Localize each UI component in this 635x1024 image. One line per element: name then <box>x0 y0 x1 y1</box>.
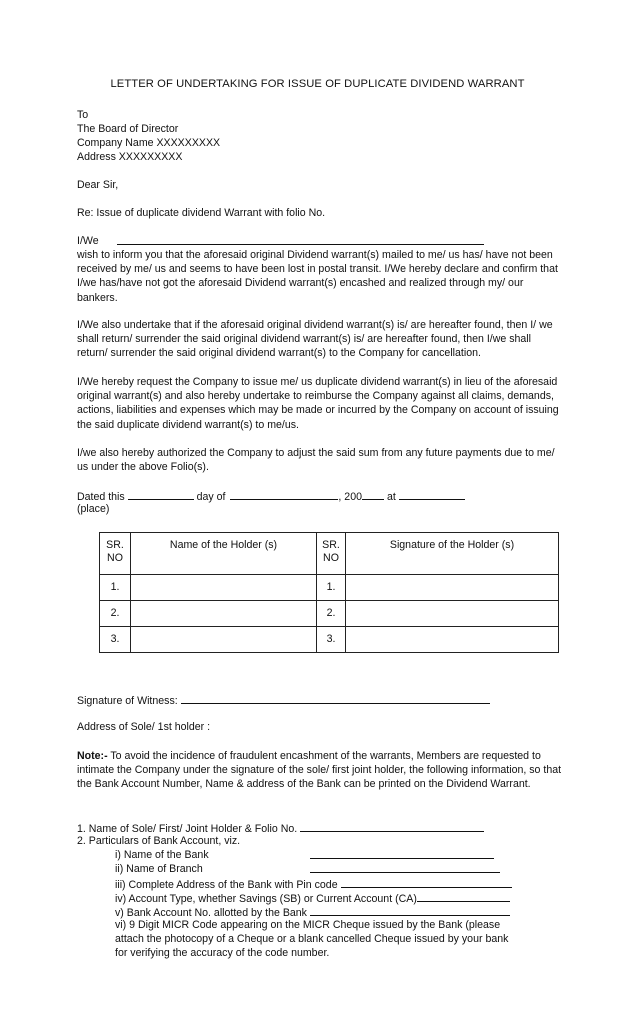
account-type-blank[interactable] <box>417 890 510 902</box>
note-paragraph <box>77 749 562 792</box>
address-line: Address XXXXXXXXX <box>77 151 183 163</box>
address-to: To <box>77 109 89 121</box>
paragraph-3: I/We hereby request the Company to issue me/ us duplicate dividend warrant(s) in lieu of the aforesaid original warrant(s) and also hereby undertake to reimburse the Company against all claims, demands, actions, liabilities and expenses which may be made or incurred by the Company on account of issuing the said duplicate dividend warrant(s) to me/us. <box>77 376 559 431</box>
sr-no-header-1: SR. NO <box>100 533 131 575</box>
micr-code-label: vi) 9 Digit MICR Code appearing on the MICR Cheque issued by the Bank (please attach the photocopy of a Cheque or a blank cancelled Cheque issued by your bank for verifying the accuracy of the code number. <box>115 919 509 960</box>
subject-line: Re: Issue of duplicate dividend Warrant with folio No. <box>77 207 326 219</box>
table-row <box>100 601 559 627</box>
row-number: 1. <box>100 575 131 601</box>
place-label: (place) <box>77 503 110 515</box>
holder-signature-cell[interactable] <box>346 601 559 627</box>
branch-name-label: ii) Name of Branch <box>115 863 203 875</box>
year-blank[interactable] <box>362 488 384 500</box>
row-number: 2. <box>100 601 131 627</box>
row-number: 1. <box>317 575 346 601</box>
note-label: Note:- <box>77 750 108 762</box>
holder-name-cell[interactable] <box>131 575 317 601</box>
month-blank[interactable] <box>230 488 338 500</box>
holder-signature-cell[interactable] <box>346 575 559 601</box>
name-header: Name of the Holder (s) <box>131 533 317 575</box>
row-number: 3. <box>317 627 346 653</box>
witness-line <box>77 692 490 708</box>
paragraph-1: wish to inform you that the aforesaid original Dividend warrant(s) mailed to me/ us has/ have not been received by me/ us and seems to have been lost in postal transit. I/We hereby declare and confirm that I/we has/have not got the aforesaid Dividend warrant(s) encashed and realized through my/ our bankers. <box>77 249 558 304</box>
holder-folio-label: 1. Name of Sole/ First/ Joint Holder & Folio No. <box>77 823 298 835</box>
holder-name-cell[interactable] <box>131 627 317 653</box>
paragraph-2: I/We also undertake that if the aforesaid original dividend warrant(s) is/ are hereafter found, then I/ we shall return/ surrender the said original dividend warrant(s) is/ are hereafter found, then I/we shall return/ surrender the said original dividend warrant(s) to the Company for cancellation. <box>77 319 553 360</box>
list-item-2: 2. Particulars of Bank Account, viz. <box>77 835 241 847</box>
holder-folio-blank[interactable] <box>300 820 484 832</box>
document-title: LETTER OF UNDERTAKING FOR ISSUE OF DUPLICATE DIVIDEND WARRANT <box>110 78 525 90</box>
dated-this-label: Dated this <box>77 491 125 503</box>
bank-name-blank[interactable] <box>310 846 494 859</box>
day-of-label: day of <box>196 491 226 503</box>
bank-address-blank[interactable] <box>341 876 512 888</box>
table-row <box>100 575 559 601</box>
holders-table <box>99 532 559 653</box>
witness-label: Signature of Witness: <box>77 695 178 707</box>
dated-line <box>77 488 465 504</box>
account-no-label: v) Bank Account No. allotted by the Bank <box>115 907 307 919</box>
address-sole-label: Address of Sole/ 1st holder : <box>77 721 211 733</box>
bank-address-label: iii) Complete Address of the Bank with Pin code <box>115 879 338 891</box>
sr-no-header-2: SR. NO <box>317 533 346 575</box>
address-board: The Board of Director <box>77 123 179 135</box>
address-company: Company Name XXXXXXXXX <box>77 137 221 149</box>
at-label: at <box>386 491 396 503</box>
place-blank[interactable] <box>399 488 465 500</box>
holder-signature-cell[interactable] <box>346 627 559 653</box>
note-text: To avoid the incidence of fraudulent encashment of the warrants, Members are requested to intimate the Company under the signature of the sole/ first joint holder, the following information, so that the Bank Account Number, Name & address of the Bank can be printed on the Dividend Warrant. <box>77 750 562 791</box>
paragraph-4: I/we also hereby authorized the Company to adjust the said sum from any future payments due to me/ us under the above Folio(s). <box>77 447 555 474</box>
signature-header: Signature of the Holder (s) <box>346 533 559 575</box>
name-blank-line[interactable] <box>117 232 484 245</box>
salutation: Dear Sir, <box>77 179 119 191</box>
year-prefix: , 200 <box>338 491 362 503</box>
iwe-label: I/We <box>77 235 99 247</box>
branch-name-blank[interactable] <box>310 860 500 873</box>
bank-name-label: i) Name of the Bank <box>115 849 209 861</box>
row-number: 2. <box>317 601 346 627</box>
holder-name-cell[interactable] <box>131 601 317 627</box>
row-number: 3. <box>100 627 131 653</box>
date-day-blank[interactable] <box>128 488 194 500</box>
account-no-blank[interactable] <box>310 904 510 916</box>
table-header-row <box>100 533 559 575</box>
witness-signature-blank[interactable] <box>181 692 490 704</box>
account-type-label: iv) Account Type, whether Savings (SB) or Current Account (CA) <box>115 893 417 905</box>
table-row <box>100 627 559 653</box>
